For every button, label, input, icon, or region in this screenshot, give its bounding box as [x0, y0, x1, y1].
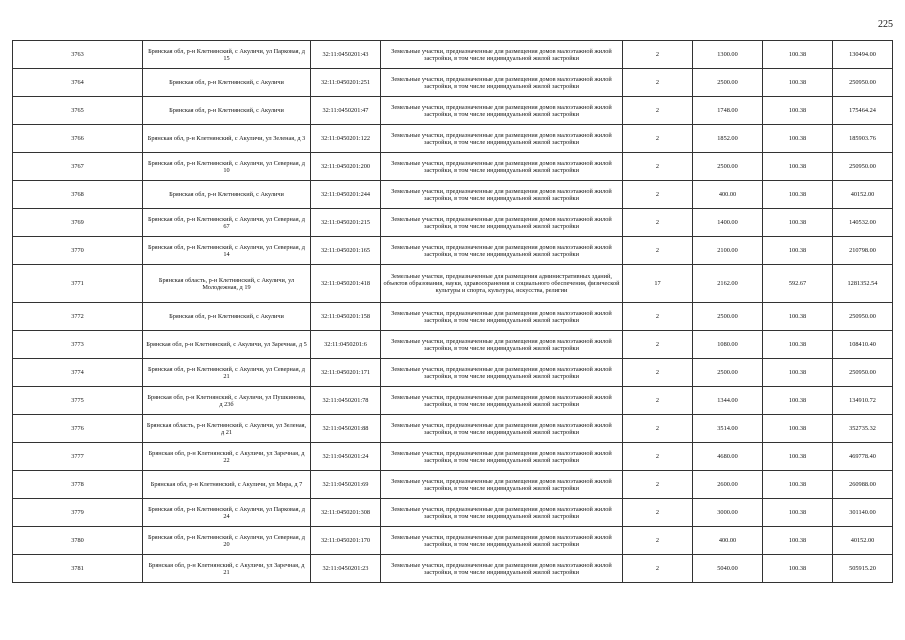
row-number-cell: 3778 [13, 471, 143, 499]
specific-value-cell: 100.38 [763, 555, 833, 583]
land-use-cell: Земельные участки, предназначенные для размещения домов малоэтажной жилой застройки, в том числе индивидуальной жилой застройки [381, 209, 623, 237]
table-row [13, 303, 893, 331]
cadastral-number-cell: 32:11:0450201:244 [311, 181, 381, 209]
cadastral-value-cell: 250950.00 [833, 153, 893, 181]
land-use-cell: Земельные участки, предназначенные для размещения домов малоэтажной жилой застройки, в том числе индивидуальной жилой застройки [381, 69, 623, 97]
cadastral-number-cell: 32:11:0450201:23 [311, 555, 381, 583]
cadastral-value-cell: 1281352.54 [833, 265, 893, 303]
specific-value-cell: 100.38 [763, 359, 833, 387]
land-use-cell: Земельные участки, предназначенные для размещения домов малоэтажной жилой застройки, в том числе индивидуальной жилой застройки [381, 41, 623, 69]
address-cell: Брянская обл, р-н Клетнянский, с Акуличи [143, 303, 311, 331]
row-number-cell: 3774 [13, 359, 143, 387]
row-number-cell: 3764 [13, 69, 143, 97]
cadastral-value-cell: 108410.40 [833, 331, 893, 359]
table-row [13, 125, 893, 153]
table-row [13, 209, 893, 237]
land-use-cell: Земельные участки, предназначенные для размещения домов малоэтажной жилой застройки, в том числе индивидуальной жилой застройки [381, 499, 623, 527]
cadastral-value-cell: 134910.72 [833, 387, 893, 415]
page-number: 225 [878, 19, 893, 30]
land-use-cell: Земельные участки, предназначенные для размещения домов малоэтажной жилой застройки, в том числе индивидуальной жилой застройки [381, 471, 623, 499]
row-number-cell: 3768 [13, 181, 143, 209]
land-use-cell: Земельные участки, предназначенные для размещения домов малоэтажной жилой застройки, в том числе индивидуальной жилой застройки [381, 555, 623, 583]
land-use-cell: Земельные участки, предназначенные для размещения домов малоэтажной жилой застройки, в том числе индивидуальной жилой застройки [381, 527, 623, 555]
row-number-cell: 3777 [13, 443, 143, 471]
cadastral-value-cell: 130494.00 [833, 41, 893, 69]
cadastral-number-cell: 32:11:0450201:43 [311, 41, 381, 69]
use-code-cell: 2 [623, 69, 693, 97]
specific-value-cell: 100.38 [763, 499, 833, 527]
table-row [13, 471, 893, 499]
area-cell: 1748.00 [693, 97, 763, 125]
specific-value-cell: 100.38 [763, 153, 833, 181]
use-code-cell: 2 [623, 125, 693, 153]
table-row [13, 499, 893, 527]
address-cell: Брянская обл, р-н Клетнянский, с Акуличи, ул Северная, д 14 [143, 237, 311, 265]
use-code-cell: 2 [623, 181, 693, 209]
row-number-cell: 3763 [13, 41, 143, 69]
table-row [13, 41, 893, 69]
cadastral-value-cell: 40152.00 [833, 181, 893, 209]
cadastral-number-cell: 32:11:0450201:171 [311, 359, 381, 387]
specific-value-cell: 100.38 [763, 237, 833, 265]
land-use-cell: Земельные участки, предназначенные для размещения домов малоэтажной жилой застройки, в том числе индивидуальной жилой застройки [381, 181, 623, 209]
address-cell: Брянская обл, р-н Клетнянский, с Акуличи, ул Заречная, д 22 [143, 443, 311, 471]
land-use-cell: Земельные участки, предназначенные для размещения домов малоэтажной жилой застройки, в том числе индивидуальной жилой застройки [381, 443, 623, 471]
land-use-cell: Земельные участки, предназначенные для размещения домов малоэтажной жилой застройки, в том числе индивидуальной жилой застройки [381, 359, 623, 387]
cadastral-number-cell: 32:11:0450201:158 [311, 303, 381, 331]
cadastral-number-cell: 32:11:0450201:165 [311, 237, 381, 265]
use-code-cell: 2 [623, 527, 693, 555]
area-cell: 2500.00 [693, 359, 763, 387]
table-row [13, 97, 893, 125]
table-row [13, 237, 893, 265]
area-cell: 400.00 [693, 181, 763, 209]
area-cell: 1300.00 [693, 41, 763, 69]
land-use-cell: Земельные участки, предназначенные для размещения административных зданий, объектов образования, науки, здравоохранения и социального обеспечения, физической культуры и спорта, культуры, искусства, религии [381, 265, 623, 303]
land-use-cell: Земельные участки, предназначенные для размещения домов малоэтажной жилой застройки, в том числе индивидуальной жилой застройки [381, 153, 623, 181]
area-cell: 2500.00 [693, 303, 763, 331]
row-number-cell: 3781 [13, 555, 143, 583]
table-row [13, 387, 893, 415]
area-cell: 2100.00 [693, 237, 763, 265]
table-row [13, 415, 893, 443]
use-code-cell: 2 [623, 471, 693, 499]
table-row [13, 527, 893, 555]
use-code-cell: 2 [623, 499, 693, 527]
specific-value-cell: 100.38 [763, 181, 833, 209]
table-row [13, 153, 893, 181]
table-row [13, 331, 893, 359]
address-cell: Брянская обл, р-н Клетнянский, с Акуличи, ул Заречная, д 21 [143, 555, 311, 583]
land-use-cell: Земельные участки, предназначенные для размещения домов малоэтажной жилой застройки, в том числе индивидуальной жилой застройки [381, 331, 623, 359]
address-cell: Брянская обл, р-н Клетнянский, с Акуличи, ул Северная, д 10 [143, 153, 311, 181]
cadastral-number-cell: 32:11:0450201:78 [311, 387, 381, 415]
row-number-cell: 3775 [13, 387, 143, 415]
specific-value-cell: 100.38 [763, 331, 833, 359]
area-cell: 3000.00 [693, 499, 763, 527]
cadastral-value-cell: 260988.00 [833, 471, 893, 499]
specific-value-cell: 100.38 [763, 527, 833, 555]
land-use-cell: Земельные участки, предназначенные для размещения домов малоэтажной жилой застройки, в том числе индивидуальной жилой застройки [381, 387, 623, 415]
land-use-cell: Земельные участки, предназначенные для размещения домов малоэтажной жилой застройки, в том числе индивидуальной жилой застройки [381, 303, 623, 331]
address-cell: Брянская обл, р-н Клетнянский, с Акуличи, ул Парковая, д 15 [143, 41, 311, 69]
cadastral-value-cell: 250950.00 [833, 69, 893, 97]
land-use-cell: Земельные участки, предназначенные для размещения домов малоэтажной жилой застройки, в том числе индивидуальной жилой застройки [381, 237, 623, 265]
use-code-cell: 2 [623, 237, 693, 265]
row-number-cell: 3766 [13, 125, 143, 153]
use-code-cell: 2 [623, 443, 693, 471]
cadastral-number-cell: 32:11:0450201:6 [311, 331, 381, 359]
address-cell: Брянская обл, р-н Клетнянский, с Акуличи [143, 69, 311, 97]
cadastral-number-cell: 32:11:0450201:251 [311, 69, 381, 97]
cadastral-number-cell: 32:11:0450201:215 [311, 209, 381, 237]
cadastral-number-cell: 32:11:0450201:24 [311, 443, 381, 471]
specific-value-cell: 100.38 [763, 471, 833, 499]
cadastral-number-cell: 32:11:0450201:308 [311, 499, 381, 527]
cadastral-number-cell: 32:11:0450201:47 [311, 97, 381, 125]
area-cell: 1400.00 [693, 209, 763, 237]
address-cell: Брянская обл, р-н Клетнянский, с Акуличи, ул Северная, д 21 [143, 359, 311, 387]
row-number-cell: 3779 [13, 499, 143, 527]
use-code-cell: 2 [623, 209, 693, 237]
area-cell: 2162.00 [693, 265, 763, 303]
use-code-cell: 2 [623, 153, 693, 181]
table-row [13, 265, 893, 303]
specific-value-cell: 100.38 [763, 387, 833, 415]
cadastral-value-cell: 250950.00 [833, 303, 893, 331]
row-number-cell: 3772 [13, 303, 143, 331]
area-cell: 2500.00 [693, 69, 763, 97]
row-number-cell: 3773 [13, 331, 143, 359]
area-cell: 1080.00 [693, 331, 763, 359]
area-cell: 1344.00 [693, 387, 763, 415]
cadastral-value-cell: 301140.00 [833, 499, 893, 527]
specific-value-cell: 100.38 [763, 97, 833, 125]
table-row [13, 443, 893, 471]
land-use-cell: Земельные участки, предназначенные для размещения домов малоэтажной жилой застройки, в том числе индивидуальной жилой застройки [381, 97, 623, 125]
row-number-cell: 3765 [13, 97, 143, 125]
cadastral-value-cell: 40152.00 [833, 527, 893, 555]
address-cell: Брянская обл, р-н Клетнянский, с Акуличи, ул Северная, д 67 [143, 209, 311, 237]
use-code-cell: 2 [623, 97, 693, 125]
row-number-cell: 3771 [13, 265, 143, 303]
row-number-cell: 3770 [13, 237, 143, 265]
address-cell: Брянская обл, р-н Клетнянский, с Акуличи, ул Зеленая, д 3 [143, 125, 311, 153]
specific-value-cell: 100.38 [763, 303, 833, 331]
address-cell: Брянская обл, р-н Клетнянский, с Акуличи, ул Северная, д 20 [143, 527, 311, 555]
specific-value-cell: 100.38 [763, 125, 833, 153]
table-row [13, 181, 893, 209]
table-row [13, 359, 893, 387]
cadastral-value-cell: 210798.00 [833, 237, 893, 265]
cadastral-number-cell: 32:11:0450201:122 [311, 125, 381, 153]
specific-value-cell: 100.38 [763, 69, 833, 97]
cadastral-value-cell: 175464.24 [833, 97, 893, 125]
cadastral-value-cell: 505915.20 [833, 555, 893, 583]
address-cell: Брянская обл, р-н Клетнянский, с Акуличи [143, 97, 311, 125]
area-cell: 1852.00 [693, 125, 763, 153]
specific-value-cell: 100.38 [763, 209, 833, 237]
cadastral-number-cell: 32:11:0450201:200 [311, 153, 381, 181]
area-cell: 5040.00 [693, 555, 763, 583]
specific-value-cell: 100.38 [763, 41, 833, 69]
use-code-cell: 2 [623, 359, 693, 387]
use-code-cell: 2 [623, 41, 693, 69]
area-cell: 400.00 [693, 527, 763, 555]
cadastral-value-cell: 352735.32 [833, 415, 893, 443]
land-use-cell: Земельные участки, предназначенные для размещения домов малоэтажной жилой застройки, в том числе индивидуальной жилой застройки [381, 415, 623, 443]
area-cell: 2600.00 [693, 471, 763, 499]
land-registry-table [12, 40, 893, 583]
cadastral-number-cell: 32:11:0450201:418 [311, 265, 381, 303]
row-number-cell: 3767 [13, 153, 143, 181]
area-cell: 4680.00 [693, 443, 763, 471]
address-cell: Брянская обл, р-н Клетнянский, с Акуличи, ул Мира, д 7 [143, 471, 311, 499]
address-cell: Брянская обл, р-н Клетнянский, с Акуличи, ул Парковая, д 24 [143, 499, 311, 527]
row-number-cell: 3780 [13, 527, 143, 555]
table-row [13, 555, 893, 583]
cadastral-value-cell: 185903.76 [833, 125, 893, 153]
row-number-cell: 3776 [13, 415, 143, 443]
land-use-cell: Земельные участки, предназначенные для размещения домов малоэтажной жилой застройки, в том числе индивидуальной жилой застройки [381, 125, 623, 153]
table-row [13, 69, 893, 97]
cadastral-value-cell: 469778.40 [833, 443, 893, 471]
cadastral-number-cell: 32:11:0450201:88 [311, 415, 381, 443]
area-cell: 2500.00 [693, 153, 763, 181]
address-cell: Брянская обл, р-н Клетнянский, с Акуличи, ул Заречная, д 5 [143, 331, 311, 359]
address-cell: Брянская обл, р-н Клетнянский, с Акуличи, ул Пушкинова, д 23б [143, 387, 311, 415]
use-code-cell: 2 [623, 555, 693, 583]
address-cell: Брянская область, р-н Клетнянский, с Акуличи, ул Зеленая, д 21 [143, 415, 311, 443]
use-code-cell: 2 [623, 387, 693, 415]
use-code-cell: 2 [623, 331, 693, 359]
address-cell: Брянская область, р-н Клетнянский, с Акуличи, ул Молодежная, д 19 [143, 265, 311, 303]
area-cell: 3514.00 [693, 415, 763, 443]
address-cell: Брянская обл, р-н Клетнянский, с Акуличи [143, 181, 311, 209]
use-code-cell: 2 [623, 303, 693, 331]
use-code-cell: 2 [623, 415, 693, 443]
cadastral-value-cell: 250950.00 [833, 359, 893, 387]
cadastral-value-cell: 140532.00 [833, 209, 893, 237]
row-number-cell: 3769 [13, 209, 143, 237]
cadastral-number-cell: 32:11:0450201:69 [311, 471, 381, 499]
specific-value-cell: 100.38 [763, 443, 833, 471]
specific-value-cell: 592.67 [763, 265, 833, 303]
specific-value-cell: 100.38 [763, 415, 833, 443]
use-code-cell: 17 [623, 265, 693, 303]
cadastral-number-cell: 32:11:0450201:170 [311, 527, 381, 555]
